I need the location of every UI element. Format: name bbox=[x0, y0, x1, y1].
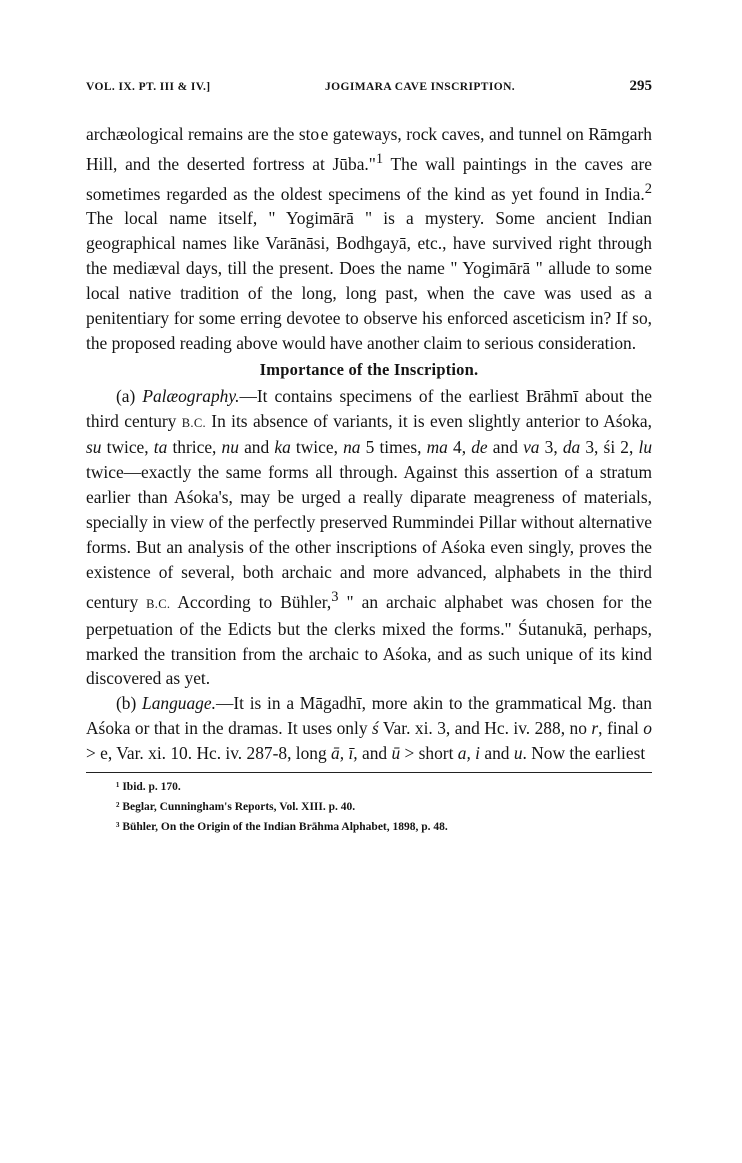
footnotes bbox=[86, 777, 652, 837]
footnote-ref-3[interactable]: 3 bbox=[331, 588, 339, 605]
footnote-3: ³ Bühler, On the Origin of the Indian Brāhma Alphabet, 1898, p. 48. bbox=[116, 821, 448, 834]
header-title: JOGIMARA CAVE INSCRIPTION. bbox=[324, 81, 516, 93]
header-volume: VOL. IX. PT. III & IV.] bbox=[86, 81, 211, 93]
running-header bbox=[86, 78, 652, 98]
footnote-ref-2[interactable]: 2 bbox=[644, 180, 652, 197]
subsection-title-language: Language. bbox=[142, 693, 216, 714]
body-text bbox=[86, 122, 652, 766]
paragraph-language: (b) Language.—It is in a Māgadhī, more akin to the grammatical Mg. than Aśoka or that in the dramas. It uses only ś Var. xi. 3, and Hc. iv. 288, no r, final o > e, Var. xi. 10. Hc. iv. 287-8, long ā, ī, and ū > short a, i and u. Now the earliest bbox=[86, 693, 652, 764]
footnote-1: ¹ Ibid. p. 170. bbox=[116, 781, 181, 794]
page-number: 295 bbox=[629, 78, 652, 94]
page bbox=[86, 78, 652, 837]
paragraph-palaeography: (a) Palæography.—It contains specimens of the earliest Brāhmī about the third century B.C. In its absence of variants, it is even slightly anterior to Aśoka, su twice, ta thrice, nu and ka twice, na 5 times, ma 4, de and va 3, da 3, śi 2, lu twice—exactly the same forms all through. Against this assertion of a stratum earlier than Aśoka's, may be urged a really diparate meagreness of materials, specially in view of the perfectly preserved Rummindei Pillar without alternative forms. But an analysis of the other inscriptions of Aśoka even singly, proves the existence of several, both archaic and more advanced, alphabets in the third century B.C. According to Bühler,$^3$ " an archaic alphabet was chosen for the perpetuation of the Edicts but the clerks mixed the forms." Śutanukā, perhaps, marked the transition from the archaic to Aśoka, and as such unique of its kind discovered as yet. bbox=[86, 385, 653, 689]
footnote-divider bbox=[86, 772, 652, 773]
section-heading: Importance of the Inscription. bbox=[259, 359, 479, 379]
paragraph-cave-remains: archæological remains are the sto e gateways, rock caves, and tunnel on Rāmgarh Hill, and the deserted fortress at Jūba."$^1$ The wall paintings in the caves are sometimes regarded as the oldest specimens of the kind as yet found in India.$^2$ The local name itself, " Yogimārā " is a mystery. Some ancient Indian geographical names like Varānāsi, Bodhgayā, etc., have survived right through the mediæval days, till the present. Does the name " Yogimārā " allude to some local native tradition of the long, long past, when the cave was used as a penitentiary for some erring devotee to observe his enforced asceticism in? If so, the proposed reading above would have another claim to serious consideration. bbox=[86, 124, 653, 353]
footnote-2: ² Beglar, Cunningham's Reports, Vol. XIII. p. 40. bbox=[116, 801, 356, 814]
footnote-ref-1[interactable]: 1 bbox=[375, 150, 384, 167]
subsection-title-palaeography: Palæography. bbox=[142, 385, 240, 406]
